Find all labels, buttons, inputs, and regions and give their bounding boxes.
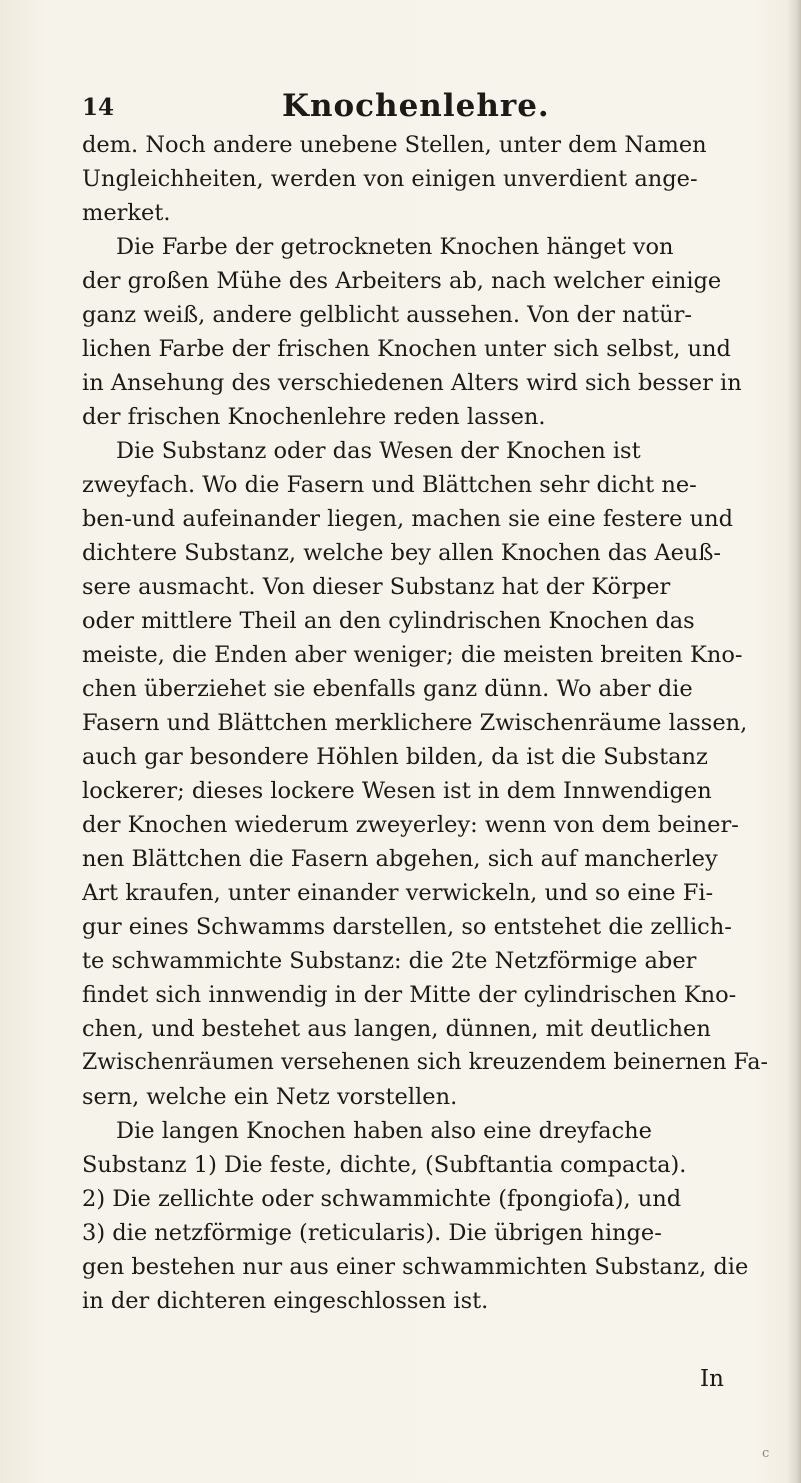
text-line: merket. — [82, 200, 171, 226]
page-header — [82, 88, 722, 128]
text-line: ganz weiß, andere gelblicht aussehen. Von der natür- — [82, 302, 692, 328]
text-line: meiste, die Enden aber weniger; die meisten breiten Kno- — [82, 642, 743, 668]
text-line: chen, und bestehet aus langen, dünnen, mit deutlichen — [82, 1016, 711, 1042]
text-line: zweyfach. Wo die Fasern und Blättchen sehr dicht ne- — [82, 472, 697, 498]
page-number: 14 — [82, 94, 115, 121]
text-line: 3) die netzförmige (reticularis). Die übrigen hinge- — [82, 1220, 662, 1246]
page-edge-shadow — [787, 0, 801, 1483]
corner-mark: c — [762, 1446, 770, 1461]
text-line: lockerer; dieses lockere Wesen ist in dem Innwendigen — [82, 778, 712, 804]
text-line: Fasern und Blättchen merklichere Zwischenräume lassen, — [82, 710, 748, 736]
text-line: oder mittlere Theil an den cylindrischen Knochen das — [82, 608, 695, 634]
text-line: gur eines Schwamms darstellen, so entstehet die zellich- — [82, 914, 732, 940]
text-line: Die Substanz oder das Wesen der Knochen ist — [116, 438, 641, 464]
text-line: sern, welche ein Netz vorstellen. — [82, 1084, 458, 1110]
text-line: lichen Farbe der frischen Knochen unter sich selbst, und — [82, 336, 731, 362]
text-line: Ungleichheiten, werden von einigen unverdient ange- — [82, 166, 698, 192]
text-line: auch gar besondere Höhlen bilden, da ist die Substanz — [82, 744, 708, 770]
text-line: Substanz 1) Die feste, dichte, (Subftantia compacta). — [82, 1152, 687, 1178]
text-line: ben-und aufeinander liegen, machen sie eine festere und — [82, 506, 733, 532]
text-line: dichtere Substanz, welche bey allen Knochen das Aeuß- — [82, 540, 722, 566]
body-text — [82, 128, 776, 1318]
text-line: 2) Die zellichte oder schwammichte (fpongiofa), und — [82, 1186, 682, 1212]
text-line: dem. Noch andere unebene Stellen, unter dem Namen — [82, 132, 707, 158]
text-line: Die Farbe der getrockneten Knochen hänget von — [116, 234, 674, 260]
text-line: Die langen Knochen haben also eine dreyfache — [116, 1118, 652, 1144]
text-line: in der dichteren eingeschlossen ist. — [82, 1288, 489, 1314]
catchword: In — [700, 1366, 724, 1392]
text-line: findet sich innwendig in der Mitte der cylindrischen Kno- — [82, 982, 737, 1008]
text-line: in Ansehung des verschiedenen Alters wird sich besser in — [82, 370, 742, 396]
text-line: der Knochen wiederum zweyerley: wenn von dem beiner- — [82, 812, 739, 838]
text-line: gen bestehen nur aus einer schwammichten Substanz, die — [82, 1254, 749, 1280]
text-line: Art kraufen, unter einander verwickeln, und so eine Fi- — [82, 880, 714, 906]
text-line: nen Blättchen die Fasern abgehen, sich auf mancherley — [82, 846, 718, 872]
text-line: sere ausmacht. Von dieser Substanz hat der Körper — [82, 574, 671, 600]
running-title: Knochenlehre. — [282, 88, 550, 124]
text-line: te schwammichte Substanz: die 2te Netzförmige aber — [82, 948, 697, 974]
text-line: der frischen Knochenlehre reden lassen. — [82, 404, 546, 430]
text-line: der großen Mühe des Arbeiters ab, nach welcher einige — [82, 268, 722, 294]
text-line: chen überziehet sie ebenfalls ganz dünn. Wo aber die — [82, 676, 693, 702]
text-line: Zwischenräumen versehenen sich kreuzendem beinernen Fa- — [82, 1050, 768, 1075]
